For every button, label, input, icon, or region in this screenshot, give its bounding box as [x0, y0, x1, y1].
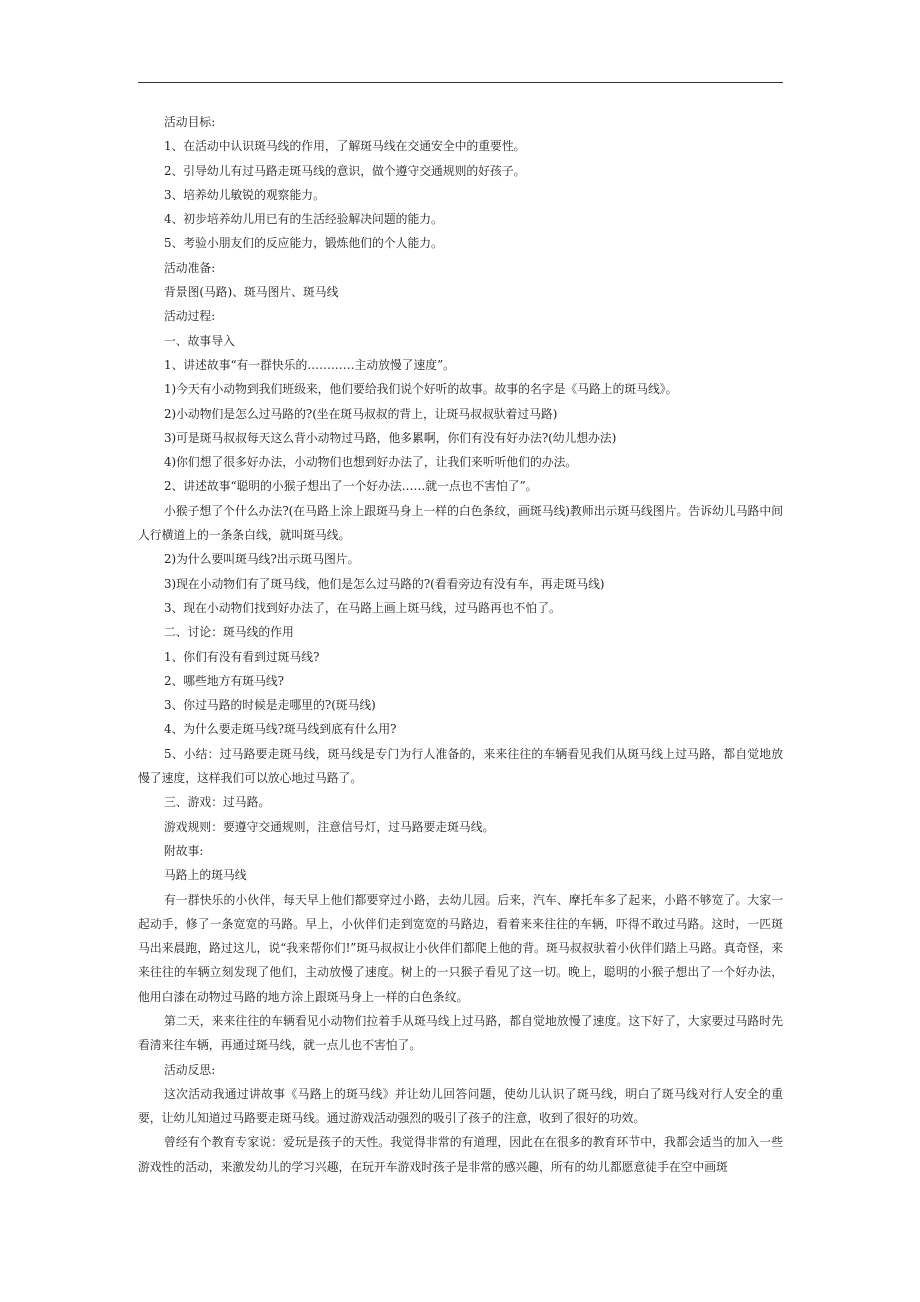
paragraph: 5、考验小朋友们的反应能力，锻炼他们的个人能力。	[164, 236, 443, 251]
paragraph: 小猴子想了个什么办法?(在马路上涂上跟斑马身上一样的白色条纹，画斑马线)教师出示斑马线图片。告诉幼儿马路中间人行横道上的一条条白线，就叫斑马线。	[138, 503, 783, 543]
paragraph: 曾经有个教育专家说：爱玩是孩子的天性。我觉得非常的有道理，因此在在很多的教育环节中，我都会适当的加入一些游戏性的活动，来激发幼儿的学习兴趣，在玩开车游戏时孩子是非常的感兴趣，所有的幼儿都愿意徒手在空中画斑	[138, 1135, 783, 1174]
paragraph: 背景图(马路)、斑马图片、斑马线	[164, 285, 339, 300]
paragraph: 有一群快乐的小伙伴，每天早上他们都要穿过小路，去幼儿园。后来，汽车、摩托车多了起来，小路不够宽了。大家一起动手，修了一条宽宽的马路。早上，小伙伴们走到宽宽的马路边，看着来来往往的车辆，吓得不敢过马路。这时，一匹斑马出来晨跑，路过这儿，说“我来帮你们!”斑马叔叔让小伙伴们都爬上他的背。斑马叔叔驮着小伙伴们踏上马路。真奇怪，来来往往的车辆立刻发现了他们，主动放慢了速度。树上的一只猴子看见了这一切。晚上，聪明的小猴子想出了一个好办法，他用白漆在动物过马路的地方涂上跟斑马身上一样的白色条纹。	[138, 892, 783, 1004]
paragraph: 1、在活动中认识斑马线的作用，了解斑马线在交通安全中的重要性。	[164, 139, 526, 154]
paragraph: 一、故事导入	[164, 333, 235, 348]
paragraph: 这次活动我通过讲故事《马路上的斑马线》并让幼儿回答问题，使幼儿认识了斑马线，明白了斑马线对行人安全的重要，让幼儿知道过马路要走斑马线。通过游戏活动强烈的吸引了孩子的注意，收到了很好的功效。	[138, 1086, 783, 1126]
paragraph: 4)你们想了很多好办法，小动物们也想到好办法了，让我们来听听他们的办法。	[164, 455, 578, 470]
paragraph: 1、你们有没有看到过斑马线?	[164, 649, 320, 664]
document-body	[138, 110, 783, 1179]
paragraph: 3、现在小动物们找到好办法了，在马路上画上斑马线，过马路再也不怕了。	[164, 600, 561, 615]
paragraph: 二、讨论：斑马线的作用	[164, 625, 294, 640]
header-rule	[138, 82, 783, 83]
paragraph: 3)可是斑马叔叔每天这么背小动物过马路，他多累啊，你们有没有好办法?(幼儿想办法)	[164, 430, 617, 445]
paragraph: 1)今天有小动物到我们班级来，他们要给我们说个好听的故事。故事的名字是《马路上的斑马线》。	[164, 382, 678, 397]
paragraph: 2、讲述故事“聪明的小猴子想出了一个好办法……就一点也不害怕了”。	[164, 479, 538, 494]
paragraph: 3、你过马路的时候是走哪里的?(斑马线)	[164, 698, 376, 713]
paragraph: 1、讲述故事“有一群快乐的…………主动放慢了速度”。	[164, 357, 455, 372]
paragraph: 游戏规则：要遵守交通规则，注意信号灯，过马路要走斑马线。	[164, 819, 495, 834]
paragraph: 5、小结：过马路要走斑马线，斑马线是专门为行人准备的，来来往往的车辆看见我们从斑马线上过马路，都自觉地放慢了速度，这样我们可以放心地过马路了。	[138, 746, 783, 786]
paragraph: 3)现在小动物们有了斑马线，他们是怎么过马路的?(看看旁边有没有车，再走斑马线)	[164, 576, 605, 591]
paragraph: 活动目标:	[164, 115, 216, 129]
paragraph: 2)小动物们是怎么过马路的?(坐在斑马叔叔的背上，让斑马叔叔驮着过马路)	[164, 406, 558, 421]
paragraph: 附故事:	[164, 843, 204, 858]
paragraph: 活动过程:	[164, 309, 216, 324]
paragraph: 3、培养幼儿敏锐的观察能力。	[164, 187, 325, 202]
paragraph: 2、引导幼儿有过马路走斑马线的意识，做个遵守交通规则的好孩子。	[164, 163, 526, 178]
paragraph: 马路上的斑马线	[164, 868, 247, 883]
paragraph: 三、游戏：过马路。	[164, 795, 271, 810]
paragraph: 第二天，来来往往的车辆看见小动物们拉着手从斑马线上过马路，都自觉地放慢了速度。这下好了，大家要过马路时先看清来往车辆，再通过斑马线，就一点儿也不害怕了。	[138, 1013, 783, 1053]
paragraph: 4、为什么要走斑马线?斑马线到底有什么用?	[164, 722, 397, 737]
paragraph: 4、初步培养幼儿用已有的生活经验解决问题的能力。	[164, 212, 443, 227]
paragraph: 活动准备:	[164, 260, 216, 275]
paragraph: 活动反思:	[164, 1062, 216, 1077]
paragraph: 2)为什么要叫斑马线?出示斑马图片。	[164, 552, 360, 567]
paragraph: 2、哪些地方有斑马线?	[164, 673, 285, 688]
